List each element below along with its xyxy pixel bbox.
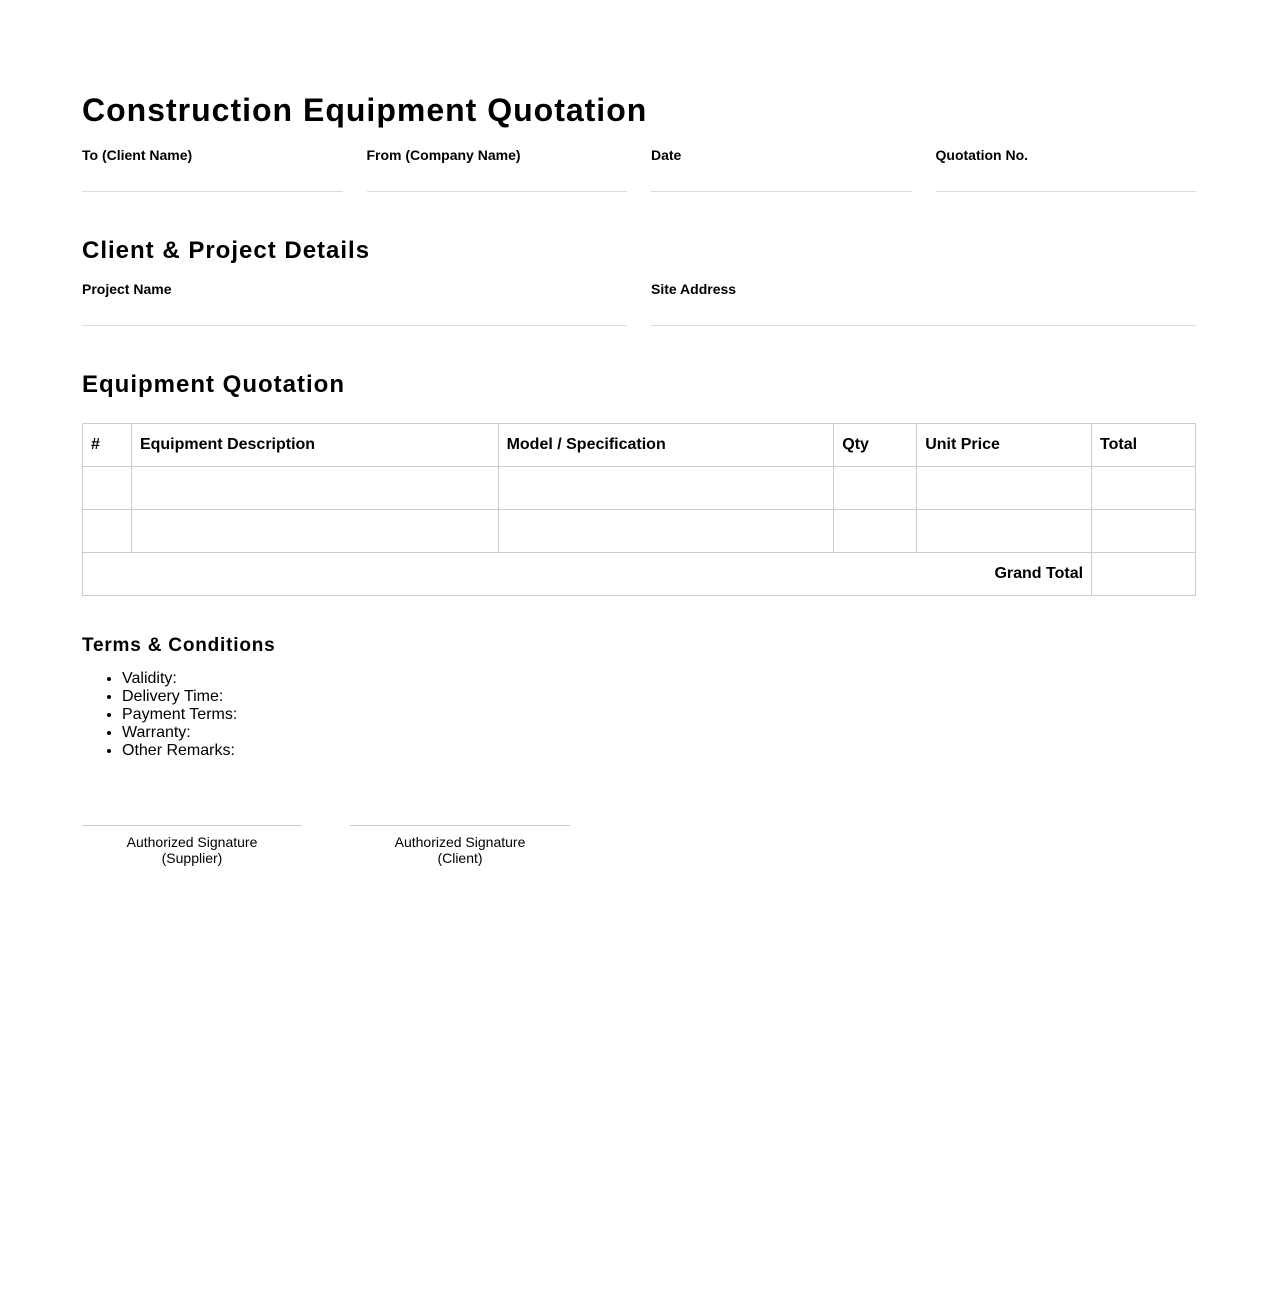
client-project-heading: Client & Project Details [82, 237, 371, 264]
client-name-field[interactable] [82, 146, 343, 192]
signature-label: Authorized Signature [394, 834, 526, 850]
site-address-input[interactable] [651, 298, 1196, 326]
quotation-number-field[interactable] [936, 146, 1197, 192]
project-name-field[interactable] [82, 280, 627, 326]
column-header-unit-price: Unit Price [917, 424, 1092, 467]
terms-item-other-remarks: • Other Remarks: [122, 742, 1196, 760]
signature-line[interactable] [82, 825, 302, 834]
date-field[interactable] [651, 146, 912, 192]
grand-total-value[interactable] [1092, 553, 1196, 596]
client-name-input[interactable] [82, 164, 343, 192]
field-label: Quotation No. [935, 147, 1029, 163]
terms-list [82, 670, 1196, 760]
client-signature[interactable] [350, 825, 570, 866]
terms-item-warranty: • Warranty: [122, 724, 1196, 742]
terms-item-delivery-time: • Delivery Time: [122, 688, 1196, 706]
cell-total[interactable] [1092, 510, 1196, 553]
grand-total-row [83, 553, 1196, 596]
site-address-field[interactable] [651, 280, 1196, 326]
signature-label: Authorized Signature [126, 834, 258, 850]
signature-role: (Client) [437, 850, 483, 866]
column-header-number: # [83, 424, 132, 467]
terms-item-payment-terms: • Payment Terms: [122, 706, 1196, 724]
cell-total[interactable] [1092, 467, 1196, 510]
column-header-total: Total [1092, 424, 1196, 467]
cell-number[interactable] [83, 510, 132, 553]
cell-model[interactable] [498, 510, 834, 553]
header-fields [82, 146, 1196, 192]
table-header-row [83, 424, 1196, 467]
terms-item-validity: • Validity: [122, 670, 1196, 688]
company-name-field[interactable] [367, 146, 628, 192]
terms-heading: Terms & Conditions [82, 635, 276, 656]
cell-unit-price[interactable] [917, 510, 1092, 553]
cell-unit-price[interactable] [917, 467, 1092, 510]
column-header-model: Model / Specification [498, 424, 834, 467]
equipment-quotation-heading: Equipment Quotation [82, 371, 345, 398]
quotation-number-input[interactable] [936, 164, 1197, 192]
document-title: Construction Equipment Quotation [82, 92, 648, 128]
field-label: Date [651, 147, 682, 163]
project-name-input[interactable] [82, 298, 627, 326]
column-header-description: Equipment Description [131, 424, 498, 467]
field-label: Project Name [82, 281, 172, 297]
field-label: From (Company Name) [366, 147, 521, 163]
field-label: Site Address [651, 281, 737, 297]
cell-qty[interactable] [834, 467, 917, 510]
table-row [83, 510, 1196, 553]
company-name-input[interactable] [367, 164, 628, 192]
cell-model[interactable] [498, 467, 834, 510]
cell-number[interactable] [83, 467, 132, 510]
field-label: To (Client Name) [82, 147, 193, 163]
column-header-qty: Qty [834, 424, 917, 467]
signature-line[interactable] [350, 825, 570, 834]
supplier-signature[interactable] [82, 825, 302, 866]
equipment-table [82, 423, 1196, 596]
cell-description[interactable] [131, 510, 498, 553]
signature-section [82, 825, 1196, 866]
cell-qty[interactable] [834, 510, 917, 553]
date-input[interactable] [651, 164, 912, 192]
signature-role: (Supplier) [161, 850, 223, 866]
table-row [83, 467, 1196, 510]
grand-total-label: Grand Total [83, 553, 1092, 596]
client-project-fields [82, 280, 1196, 326]
cell-description[interactable] [131, 467, 498, 510]
